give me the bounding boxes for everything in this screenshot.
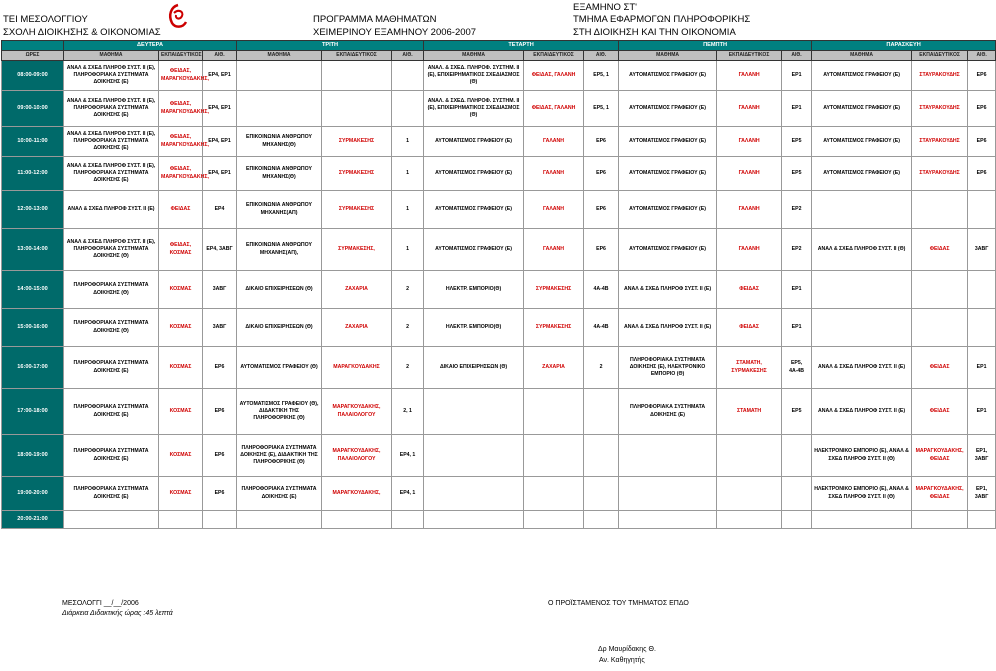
room-cell	[782, 511, 812, 529]
room-cell: ΕΡ2	[782, 229, 812, 271]
course-cell	[619, 477, 717, 511]
room-cell: ΕΡ6	[968, 127, 996, 157]
course-cell: ΠΛΗΡΟΦΟΡΙΑΚΑ ΣΥΣΤΗΜΑΤΑ ΔΟΙΚΗΣΗΣ (Θ)	[64, 271, 159, 309]
room-cell: 4Α-4Β	[584, 309, 619, 347]
teacher-cell: ΜΑΡΑΓΚΟΥΔΑΚΗΣ, ΠΑΛΑΙΟΛΟΓΟΥ	[322, 389, 392, 435]
day-header: ΔΕΥΤΕΡΑ	[64, 41, 237, 51]
room-cell: ΕΡ6	[203, 435, 237, 477]
time-slot: 09:00-10:00	[2, 91, 64, 127]
room-cell: ΕΡ4, 3ΑΒΓ	[203, 229, 237, 271]
course-column-header: ΜΑΘΗΜΑ	[812, 51, 912, 61]
course-cell: ΑΥΤΟΜΑΤΙΣΜΟΣ ΓΡΑΦΕΙΟΥ (Ε)	[424, 127, 524, 157]
room-cell: 2	[392, 309, 424, 347]
room-cell: ΕΡ6	[584, 229, 619, 271]
room-cell: ΕΡ2	[782, 191, 812, 229]
course-cell	[812, 511, 912, 529]
teacher-cell: ΚΟΣΜΑΣ	[159, 477, 203, 511]
day-header: ΠΕΜΠΤΗ	[619, 41, 812, 51]
teacher-cell: ΓΑΛΑΝΗ	[717, 91, 782, 127]
table-row	[2, 229, 996, 271]
room-cell: 3ΑΒΓ	[968, 229, 996, 271]
teacher-cell: ΦΕΙΔΑΣ, ΜΑΡΑΓΚΟΥΔΑΚΗΣ,	[159, 91, 203, 127]
school-name: ΣΧΟΛΗ ΔΙΟΙΚΗΣΗΣ & ΟΙΚΟΝΟΜΙΑΣ	[3, 27, 161, 38]
teacher-cell: ΜΑΡΑΓΚΟΥΔΑΚΗΣ, ΦΕΙΔΑΣ	[912, 435, 968, 477]
course-cell: ΑΥΤΟΜΑΤΙΣΜΟΣ ΓΡΑΦΕΙΟΥ (Ε)	[812, 127, 912, 157]
time-slot: 18:00-19:00	[2, 435, 64, 477]
time-slot: 10:00-11:00	[2, 127, 64, 157]
teacher-cell: ΣΤΑΜΑΤΗ	[717, 389, 782, 435]
teacher-cell: ΖΑΧΑΡΙΑ	[322, 271, 392, 309]
course-cell: ΑΥΤΟΜΑΤΙΣΜΟΣ ΓΡΑΦΕΙΟΥ (Ε)	[424, 157, 524, 191]
room-cell: ΕΡ6	[968, 91, 996, 127]
teacher-cell: ΣΤΑΥΡΑΚΟΥΔΗΣ	[912, 61, 968, 91]
program-title: ΠΡΟΓΡΑΜΜΑ ΜΑΘΗΜΑΤΩΝ	[313, 14, 437, 25]
teacher-column-header: ΕΚΠΑΙΔΕΥΤΙΚΟΣ	[159, 51, 203, 61]
course-cell	[64, 511, 159, 529]
teacher-cell	[159, 511, 203, 529]
teacher-cell: ΜΑΡΑΓΚΟΥΔΑΚΗΣ	[322, 347, 392, 389]
course-cell: ΔΙΚΑΙΟ ΕΠΙΧΕΙΡΗΣΕΩΝ (Θ)	[237, 309, 322, 347]
room-cell: ΕΡ6	[968, 157, 996, 191]
course-cell: ΠΛΗΡΟΦΟΡΙΑΚΑ ΣΥΣΤΗΜΑΤΑ ΔΟΙΚΗΣΗΣ (Ε)	[64, 347, 159, 389]
room-cell	[968, 511, 996, 529]
teacher-cell: ΦΕΙΔΑΣ	[717, 309, 782, 347]
teacher-cell: ΓΑΛΑΝΗ	[524, 229, 584, 271]
room-cell: 2	[584, 347, 619, 389]
footer-head-title: Ο ΠΡΟΪΣΤΑΜΕΝΟΣ ΤΟΥ ΤΜΗΜΑΤΟΣ ΕΠΔΟ	[548, 600, 689, 607]
room-cell: ΕΡ6	[968, 61, 996, 91]
teacher-cell: ΣΥΡΜΑΚΕΣΗΣ,	[322, 229, 392, 271]
table-row	[2, 389, 996, 435]
course-cell: ΕΠΙΚΟΙΝΩΝΙΑ ΑΝΘΡΩΠΟΥ ΜΗΧΑΝΗΣ(Θ)	[237, 127, 322, 157]
course-cell: ΑΥΤΟΜΑΤΙΣΜΟΣ ΓΡΑΦΕΙΟΥ (Ε)	[812, 91, 912, 127]
time-slot: 16:00-17:00	[2, 347, 64, 389]
room-cell: ΕΡ5	[782, 389, 812, 435]
teacher-cell: ΦΕΙΔΑΣ, ΚΟΣΜΑΣ	[159, 229, 203, 271]
semester-label: ΕΞΑΜΗΝΟ ΣΤ'	[573, 2, 637, 13]
course-cell: ΑΝΑΛ & ΣΧΕΔ ΠΛΗΡΟΦ ΣΥΣΤ. ΙΙ (Ε), ΠΛΗΡΟΦΟΡΙΑΚΑ ΣΥΣΤΗΜΑΤΑ ΔΟΙΚΗΣΗΣ (Ε)	[64, 61, 159, 91]
course-cell: ΗΛΕΚΤΡ. ΕΜΠΟΡΙΟ(Θ)	[424, 271, 524, 309]
room-column-header: ΑΙΘ.	[392, 51, 424, 61]
room-cell: 2, 1	[392, 389, 424, 435]
room-cell	[584, 511, 619, 529]
room-cell: ΕΡ1	[968, 389, 996, 435]
room-cell: ΕΡ4, ΕΡ1	[203, 61, 237, 91]
teacher-cell	[717, 511, 782, 529]
course-cell: ΠΛΗΡΟΦΟΡΙΑΚΑ ΣΥΣΤΗΜΑΤΑ ΔΟΙΚΗΣΗΣ (Ε)	[237, 477, 322, 511]
institution-name: ΤΕΙ ΜΕΣΟΛΟΓΓΙΟΥ	[3, 14, 88, 25]
course-cell: ΠΛΗΡΟΦΟΡΙΑΚΑ ΣΥΣΤΗΜΑΤΑ ΔΟΙΚΗΣΗΣ (Θ)	[64, 309, 159, 347]
teacher-cell: ΚΟΣΜΑΣ	[159, 271, 203, 309]
teacher-cell: ΦΕΙΔΑΣ, ΜΑΡΑΓΚΟΥΔΑΚΗΣ,	[159, 157, 203, 191]
teacher-cell: ΚΟΣΜΑΣ	[159, 435, 203, 477]
time-slot: 14:00-15:00	[2, 271, 64, 309]
semester-title: ΧΕΙΜΕΡΙΝΟΥ ΕΞΑΜΗΝΟΥ 2006-2007	[313, 27, 477, 38]
course-cell: ΑΝΑΛ & ΣΧΕΔ ΠΛΗΡΟΦ ΣΥΣΤ. ΙΙ (Ε), ΠΛΗΡΟΦΟΡΙΑΚΑ ΣΥΣΤΗΜΑΤΑ ΔΟΙΚΗΣΗΣ (Ε)	[64, 127, 159, 157]
department-name: ΤΜΗΜΑ ΕΦΑΡΜΟΓΩΝ ΠΛΗΡΟΦΟΡΙΚΗΣ	[573, 14, 751, 25]
time-slot: 08:00-09:00	[2, 61, 64, 91]
teacher-cell	[717, 477, 782, 511]
course-cell: ΑΝΑΛ & ΣΧΕΔ ΠΛΗΡΟΦ ΣΥΣΤ. ΙΙ (Ε)	[619, 309, 717, 347]
teacher-cell: ΣΤΑΥΡΑΚΟΥΔΗΣ	[912, 91, 968, 127]
course-column-header: ΜΑΘΗΜΑ	[64, 51, 159, 61]
teacher-column-header: ΕΚΠΑΙΔΕΥΤΙΚΟΣ	[717, 51, 782, 61]
hours-header: ΩΡΕΣ	[2, 51, 64, 61]
course-cell	[237, 91, 322, 127]
room-cell: ΕΡ5	[782, 157, 812, 191]
room-column-header: ΑΙΘ.	[203, 51, 237, 61]
page-header	[0, 0, 960, 40]
teacher-cell: ΦΕΙΔΑΣ	[159, 191, 203, 229]
teacher-cell: ΦΕΙΔΑΣ, ΓΑΛΑΝΗ	[524, 91, 584, 127]
room-cell	[584, 389, 619, 435]
teacher-cell	[524, 389, 584, 435]
table-row	[2, 127, 996, 157]
room-cell: 2	[392, 347, 424, 389]
department-subtitle: ΣΤΗ ΔΙΟΙΚΗΣΗ ΚΑΙ ΤΗΝ ΟΙΚΟΝΟΜΙΑ	[573, 27, 736, 38]
room-cell: ΕΡ1	[782, 271, 812, 309]
room-cell: ΕΡ6	[584, 191, 619, 229]
teacher-cell: ΣΤΑΥΡΑΚΟΥΔΗΣ	[912, 157, 968, 191]
room-cell: ΕΡ1, 3ΑΒΓ	[968, 477, 996, 511]
course-cell	[424, 511, 524, 529]
course-cell: ΠΛΗΡΟΦΟΡΙΑΚΑ ΣΥΣΤΗΜΑΤΑ ΔΟΙΚΗΣΗΣ (Ε)	[64, 477, 159, 511]
course-cell	[812, 191, 912, 229]
footer-signer-title: Αν. Καθηγητής	[599, 657, 645, 664]
table-row	[2, 191, 996, 229]
teacher-cell: ΦΕΙΔΑΣ	[912, 389, 968, 435]
course-cell	[237, 61, 322, 91]
course-cell: ΗΛΕΚΤΡΟΝΙΚΟ ΕΜΠΟΡΙΟ (Ε), ΑΝΑΛ & ΣΧΕΔ ΠΛΗΡΟΦ ΣΥΣΤ. ΙΙ (Θ)	[812, 477, 912, 511]
course-cell: ΑΝΑΛ & ΣΧΕΔ ΠΛΗΡΟΦ ΣΥΣΤ. ΙΙ (Ε), ΠΛΗΡΟΦΟΡΙΑΚΑ ΣΥΣΤΗΜΑΤΑ ΔΟΙΚΗΣΗΣ (Ε)	[64, 91, 159, 127]
time-slot: 19:00-20:00	[2, 477, 64, 511]
course-cell: ΑΝΑΛ & ΣΧΕΔ ΠΛΗΡΟΦ ΣΥΣΤ. ΙΙ (Ε), ΠΛΗΡΟΦΟΡΙΑΚΑ ΣΥΣΤΗΜΑΤΑ ΔΟΙΚΗΣΗΣ (Θ)	[64, 229, 159, 271]
footer-signer: Δρ Μαυρίδακης Θ.	[598, 646, 656, 653]
teacher-cell	[912, 271, 968, 309]
day-header: ΤΕΤΑΡΤΗ	[424, 41, 619, 51]
room-cell	[392, 511, 424, 529]
teacher-cell: ΜΑΡΑΓΚΟΥΔΑΚΗΣ, ΠΑΛΑΙΟΛΟΓΟΥ	[322, 435, 392, 477]
room-cell: ΕΡ5, 4Α-4Β	[782, 347, 812, 389]
teacher-cell: ΜΑΡΑΓΚΟΥΔΑΚΗΣ, ΦΕΙΔΑΣ	[912, 477, 968, 511]
teacher-cell: ΓΑΛΑΝΗ	[524, 157, 584, 191]
course-cell: ΑΥΤΟΜΑΤΙΣΜΟΣ ΓΡΑΦΕΙΟΥ (Ε)	[424, 191, 524, 229]
teacher-cell	[912, 309, 968, 347]
table-row	[2, 309, 996, 347]
room-cell	[203, 511, 237, 529]
course-cell: ΑΝΑΛ & ΣΧΕΔ ΠΛΗΡΟΦ ΣΥΣΤ. ΙΙ (Ε)	[619, 271, 717, 309]
course-cell: ΑΥΤΟΜΑΤΙΣΜΟΣ ΓΡΑΦΕΙΟΥ (Ε)	[619, 157, 717, 191]
teacher-cell: ΣΤΑΜΑΤΗ, ΣΥΡΜΑΚΕΣΗΣ	[717, 347, 782, 389]
table-row	[2, 271, 996, 309]
course-cell	[619, 435, 717, 477]
course-cell: ΠΛΗΡΟΦΟΡΙΑΚΑ ΣΥΣΤΗΜΑΤΑ ΔΟΙΚΗΣΗΣ (Ε), ΗΛΕΚΤΡΟΝΙΚΟ ΕΜΠΟΡΙΟ (Θ)	[619, 347, 717, 389]
time-slot: 12:00-13:00	[2, 191, 64, 229]
teacher-cell: ΦΕΙΔΑΣ	[912, 229, 968, 271]
room-cell: ΕΡ6	[584, 127, 619, 157]
room-cell	[782, 477, 812, 511]
teacher-cell: ΣΤΑΥΡΑΚΟΥΔΗΣ	[912, 127, 968, 157]
time-slot: 17:00-18:00	[2, 389, 64, 435]
course-cell	[812, 271, 912, 309]
course-cell: ΗΛΕΚΤΡΟΝΙΚΟ ΕΜΠΟΡΙΟ (Ε), ΑΝΑΛ & ΣΧΕΔ ΠΛΗΡΟΦ ΣΥΣΤ. ΙΙ (Θ)	[812, 435, 912, 477]
room-column-header: ΑΙΘ.	[782, 51, 812, 61]
room-cell: 2	[392, 271, 424, 309]
day-header: ΠΑΡΑΣΚΕΥΗ	[812, 41, 996, 51]
footer-date: ΜΕΣΟΛΟΓΓΙ __/__/2006	[62, 600, 139, 607]
course-cell: ΑΥΤΟΜΑΤΙΣΜΟΣ ΓΡΑΦΕΙΟΥ (Ε)	[812, 61, 912, 91]
footer-duration: Διάρκεια Διδακτικής ώρας :45 λεπτά	[62, 610, 173, 617]
teacher-cell: ΚΟΣΜΑΣ	[159, 309, 203, 347]
room-cell: 3ΑΒΓ	[203, 309, 237, 347]
course-cell: ΑΥΤΟΜΑΤΙΣΜΟΣ ΓΡΑΦΕΙΟΥ (Θ)	[237, 347, 322, 389]
course-cell	[424, 477, 524, 511]
course-cell: ΠΛΗΡΟΦΟΡΙΑΚΑ ΣΥΣΤΗΜΑΤΑ ΔΟΙΚΗΣΗΣ (Ε)	[64, 389, 159, 435]
teacher-cell	[524, 435, 584, 477]
room-cell: ΕΡ5, 1	[584, 91, 619, 127]
teacher-cell: ΓΑΛΑΝΗ	[524, 191, 584, 229]
room-column-header: ΑΙΘ.	[584, 51, 619, 61]
course-cell	[619, 511, 717, 529]
course-cell: ΑΥΤΟΜΑΤΙΣΜΟΣ ΓΡΑΦΕΙΟΥ (Ε)	[812, 157, 912, 191]
room-cell: ΕΡ4, ΕΡ1	[203, 157, 237, 191]
table-row	[2, 61, 996, 91]
room-cell	[392, 61, 424, 91]
time-slot: 13:00-14:00	[2, 229, 64, 271]
course-cell: ΠΛΗΡΟΦΟΡΙΑΚΑ ΣΥΣΤΗΜΑΤΑ ΔΟΙΚΗΣΗΣ (Ε)	[64, 435, 159, 477]
course-cell: ΑΝΑΛ & ΣΧΕΔ ΠΛΗΡΟΦ ΣΥΣΤ. ΙΙ (Ε), ΠΛΗΡΟΦΟΡΙΑΚΑ ΣΥΣΤΗΜΑΤΑ ΔΟΙΚΗΣΗΣ (Ε)	[64, 157, 159, 191]
room-cell	[968, 309, 996, 347]
course-cell: ΑΥΤΟΜΑΤΙΣΜΟΣ ΓΡΑΦΕΙΟΥ (Ε)	[619, 229, 717, 271]
room-cell: ΕΡ6	[584, 157, 619, 191]
teacher-cell	[322, 511, 392, 529]
room-column-header: ΑΙΘ.	[968, 51, 996, 61]
teacher-column-header: ΕΚΠΑΙΔΕΥΤΙΚΟΣ	[524, 51, 584, 61]
course-cell: ΕΠΙΚΟΙΝΩΝΙΑ ΑΝΘΡΩΠΟΥ ΜΗΧΑΝΗΣ(ΑΠ)	[237, 191, 322, 229]
table-row	[2, 511, 996, 529]
corner-cell	[2, 41, 64, 51]
teacher-cell: ΓΑΛΑΝΗ	[524, 127, 584, 157]
teacher-cell: ΚΟΣΜΑΣ	[159, 389, 203, 435]
teacher-cell: ΓΑΛΑΝΗ	[717, 229, 782, 271]
room-cell: 4Α-4Β	[584, 271, 619, 309]
room-cell: 1	[392, 229, 424, 271]
table-row	[2, 435, 996, 477]
room-cell	[392, 91, 424, 127]
teacher-cell: ΣΥΡΜΑΚΕΣΗΣ	[524, 309, 584, 347]
teacher-cell: ΣΥΡΜΑΚΕΣΗΣ	[322, 191, 392, 229]
room-cell: ΕΡ1	[968, 347, 996, 389]
course-cell: ΑΝΑΛ & ΣΧΕΔ ΠΛΗΡΟΦ ΣΥΣΤ. ΙΙ (Ε)	[64, 191, 159, 229]
teacher-cell: ΦΕΙΔΑΣ	[912, 347, 968, 389]
teacher-cell: ΓΑΛΑΝΗ	[717, 127, 782, 157]
room-cell: ΕΡ5, 1	[584, 61, 619, 91]
teacher-cell: ΣΥΡΜΑΚΕΣΗΣ	[524, 271, 584, 309]
course-cell	[424, 389, 524, 435]
table-row	[2, 157, 996, 191]
teacher-cell	[912, 191, 968, 229]
teacher-cell: ΖΑΧΑΡΙΑ	[322, 309, 392, 347]
room-cell	[968, 191, 996, 229]
course-cell	[424, 435, 524, 477]
teacher-cell: ΦΕΙΔΑΣ, ΜΑΡΑΓΚΟΥΔΑΚΗΣ,	[159, 127, 203, 157]
table-row	[2, 477, 996, 511]
room-cell: ΕΡ5	[782, 127, 812, 157]
room-cell: 1	[392, 157, 424, 191]
room-cell	[584, 477, 619, 511]
room-cell: ΕΡ1	[782, 309, 812, 347]
teacher-cell	[322, 91, 392, 127]
room-cell: ΕΡ4	[203, 191, 237, 229]
table-row	[2, 347, 996, 389]
course-cell: ΕΠΙΚΟΙΝΩΝΙΑ ΑΝΘΡΩΠΟΥ ΜΗΧΑΝΗΣ(ΑΠ),	[237, 229, 322, 271]
course-cell: ΠΛΗΡΟΦΟΡΙΑΚΑ ΣΥΣΤΗΜΑΤΑ ΔΟΙΚΗΣΗΣ (Ε)	[619, 389, 717, 435]
course-column-header: ΜΑΘΗΜΑ	[424, 51, 524, 61]
room-cell: ΕΡ6	[203, 389, 237, 435]
course-cell	[812, 309, 912, 347]
teacher-cell: ΖΑΧΑΡΙΑ	[524, 347, 584, 389]
room-cell: ΕΡ4, 1	[392, 435, 424, 477]
institution-logo-icon	[166, 3, 190, 29]
course-cell: ΑΝΑΛ. & ΣΧΕΔ. ΠΛΗΡΟΦ. ΣΥΣΤΗΜ. ΙΙ (Ε), ΕΠΙΧΕΙΡΗΜΑΤΙΚΟΣ ΣΧΕΔΙΑΣΜΟΣ (Θ)	[424, 91, 524, 127]
teacher-cell	[524, 477, 584, 511]
course-cell: ΠΛΗΡΟΦΟΡΙΑΚΑ ΣΥΣΤΗΜΑΤΑ ΔΟΙΚΗΣΗΣ (Ε), ΔΙΔΑΚΤΙΚΗ ΤΗΣ ΠΛΗΡΟΦΟΡΙΚΗΣ (Θ)	[237, 435, 322, 477]
room-cell: 3ΑΒΓ	[203, 271, 237, 309]
teacher-cell: ΦΕΙΔΑΣ, ΓΑΛΑΝΗ	[524, 61, 584, 91]
room-cell: 1	[392, 127, 424, 157]
room-cell: ΕΡ6	[203, 477, 237, 511]
course-cell	[237, 511, 322, 529]
room-cell: ΕΡ1	[782, 61, 812, 91]
course-cell: ΑΝΑΛ & ΣΧΕΔ ΠΛΗΡΟΦ ΣΥΣΤ. ΙΙ (Θ)	[812, 229, 912, 271]
teacher-cell: ΣΥΡΜΑΚΕΣΗΣ	[322, 127, 392, 157]
course-cell: ΕΠΙΚΟΙΝΩΝΙΑ ΑΝΘΡΩΠΟΥ ΜΗΧΑΝΗΣ(Θ)	[237, 157, 322, 191]
room-cell: ΕΡ4, 1	[392, 477, 424, 511]
teacher-column-header: ΕΚΠΑΙΔΕΥΤΙΚΟΣ	[912, 51, 968, 61]
teacher-cell: ΣΥΡΜΑΚΕΣΗΣ	[322, 157, 392, 191]
teacher-cell: ΓΑΛΑΝΗ	[717, 191, 782, 229]
teacher-column-header: ΕΚΠΑΙΔΕΥΤΙΚΟΣ	[322, 51, 392, 61]
course-cell: ΑΝΑΛ. & ΣΧΕΔ. ΠΛΗΡΟΦ. ΣΥΣΤΗΜ. ΙΙ (Ε), ΕΠΙΧΕΙΡΗΜΑΤΙΚΟΣ ΣΧΕΔΙΑΣΜΟΣ (Θ)	[424, 61, 524, 91]
course-cell: ΔΙΚΑΙΟ ΕΠΙΧΕΙΡΗΣΕΩΝ (Θ)	[237, 271, 322, 309]
course-cell: ΑΝΑΛ & ΣΧΕΔ ΠΛΗΡΟΦ ΣΥΣΤ. ΙΙ (Ε)	[812, 389, 912, 435]
course-cell: ΑΝΑΛ & ΣΧΕΔ ΠΛΗΡΟΦ ΣΥΣΤ. ΙΙ (Ε)	[812, 347, 912, 389]
course-column-header: ΜΑΘΗΜΑ	[619, 51, 717, 61]
room-cell: ΕΡ1, 3ΑΒΓ	[968, 435, 996, 477]
course-cell: ΑΥΤΟΜΑΤΙΣΜΟΣ ΓΡΑΦΕΙΟΥ (Ε)	[619, 127, 717, 157]
time-slot: 20:00-21:00	[2, 511, 64, 529]
table-row	[2, 91, 996, 127]
course-cell: ΑΥΤΟΜΑΤΙΣΜΟΣ ΓΡΑΦΕΙΟΥ (Ε)	[619, 61, 717, 91]
course-cell: ΗΛΕΚΤΡ. ΕΜΠΟΡΙΟ(Θ)	[424, 309, 524, 347]
teacher-cell	[524, 511, 584, 529]
room-cell	[584, 435, 619, 477]
room-cell	[782, 435, 812, 477]
timetable	[1, 40, 996, 529]
teacher-cell: ΚΟΣΜΑΣ	[159, 347, 203, 389]
teacher-cell: ΜΑΡΑΓΚΟΥΔΑΚΗΣ,	[322, 477, 392, 511]
time-slot: 15:00-16:00	[2, 309, 64, 347]
teacher-cell: ΓΑΛΑΝΗ	[717, 157, 782, 191]
course-cell: ΑΥΤΟΜΑΤΙΣΜΟΣ ΓΡΑΦΕΙΟΥ (Ε)	[619, 91, 717, 127]
course-column-header: ΜΑΘΗΜΑ	[237, 51, 322, 61]
course-cell: ΑΥΤΟΜΑΤΙΣΜΟΣ ΓΡΑΦΕΙΟΥ (Ε)	[424, 229, 524, 271]
time-slot: 11:00-12:00	[2, 157, 64, 191]
teacher-cell: ΦΕΙΔΑΣ	[717, 271, 782, 309]
day-header: ΤΡΙΤΗ	[237, 41, 424, 51]
room-cell: ΕΡ4, ΕΡ1	[203, 91, 237, 127]
teacher-cell	[717, 435, 782, 477]
teacher-cell: ΓΑΛΑΝΗ	[717, 61, 782, 91]
room-cell: ΕΡ1	[782, 91, 812, 127]
course-cell: ΔΙΚΑΙΟ ΕΠΙΧΕΙΡΗΣΕΩΝ (Θ)	[424, 347, 524, 389]
room-cell: ΕΡ6	[203, 347, 237, 389]
teacher-cell	[322, 61, 392, 91]
room-cell: 1	[392, 191, 424, 229]
course-cell: ΑΥΤΟΜΑΤΙΣΜΟΣ ΓΡΑΦΕΙΟΥ (Θ), ΔΙΔΑΚΤΙΚΗ ΤΗΣ ΠΛΗΡΟΦΟΡΙΚΗΣ (Θ)	[237, 389, 322, 435]
teacher-cell: ΦΕΙΔΑΣ, ΜΑΡΑΓΚΟΥΔΑΚΗΣ,	[159, 61, 203, 91]
room-cell: ΕΡ4, ΕΡ1	[203, 127, 237, 157]
course-cell: ΑΥΤΟΜΑΤΙΣΜΟΣ ΓΡΑΦΕΙΟΥ (Ε)	[619, 191, 717, 229]
teacher-cell	[912, 511, 968, 529]
room-cell	[968, 271, 996, 309]
